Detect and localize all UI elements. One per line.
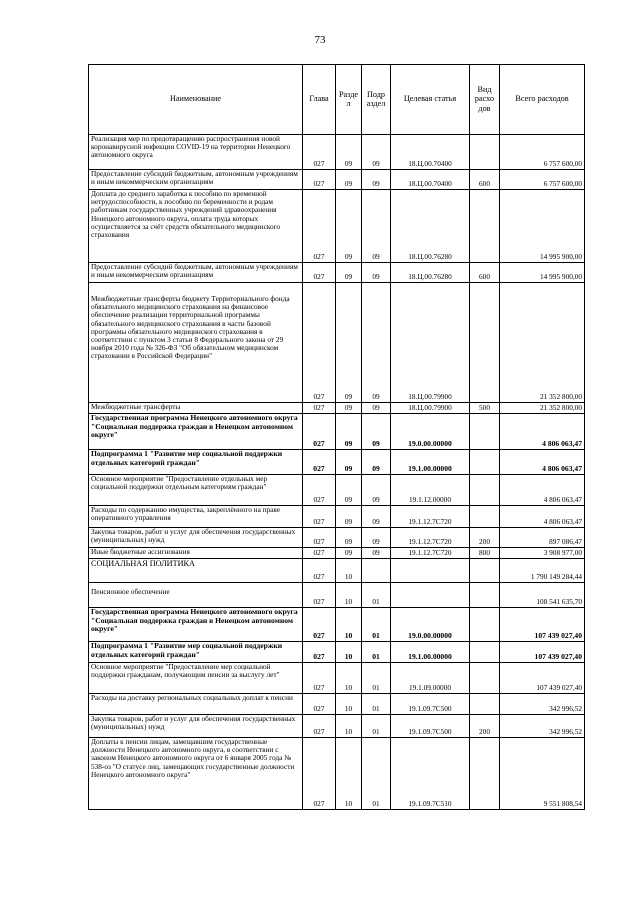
row-type: 200 <box>470 528 500 548</box>
row-chapter: 027 <box>303 283 336 403</box>
row-total: 14 995 900,00 <box>500 263 585 283</box>
row-section: 10 <box>336 663 362 694</box>
row-name: Закупка товаров, работ и услуг для обеспечения государственных (муниципальных) нужд <box>89 528 303 548</box>
table-row <box>89 450 585 475</box>
row-type <box>470 450 500 475</box>
table-row <box>89 283 585 403</box>
row-type <box>470 506 500 528</box>
page-number: 73 <box>314 34 326 46</box>
row-section: 09 <box>336 548 362 559</box>
row-chapter: 027 <box>303 583 336 608</box>
row-section: 09 <box>336 135 362 170</box>
row-target: 18.Ц.00.70400 <box>391 135 470 170</box>
row-target: 19.1.12.00000 <box>391 475 470 506</box>
row-subsection: 09 <box>362 403 391 414</box>
row-type <box>470 135 500 170</box>
row-type <box>470 475 500 506</box>
row-section: 09 <box>336 475 362 506</box>
row-target: 19.1.12.7С720 <box>391 548 470 559</box>
row-chapter: 027 <box>303 263 336 283</box>
row-section: 10 <box>336 694 362 715</box>
row-section: 10 <box>336 583 362 608</box>
row-section: 10 <box>336 715 362 738</box>
row-total: 1 790 149 284,44 <box>500 559 585 583</box>
row-target: 18.Ц.00.79900 <box>391 403 470 414</box>
row-type <box>470 190 500 263</box>
row-total: 4 806 063,47 <box>500 506 585 528</box>
row-chapter: 027 <box>303 414 336 450</box>
header-chapter: Глава <box>303 65 336 135</box>
row-subsection: 01 <box>362 715 391 738</box>
row-name: Основное мероприятие "Предоставление мер социальной поддержки гражданам, получающим пенсии за выслугу лет" <box>89 663 303 694</box>
table-row <box>89 738 585 810</box>
row-type <box>470 738 500 810</box>
row-subsection: 09 <box>362 528 391 548</box>
row-subsection: 09 <box>362 450 391 475</box>
header-target: Целевая статья <box>391 65 470 135</box>
row-subsection: 01 <box>362 694 391 715</box>
row-section: 09 <box>336 170 362 190</box>
row-target <box>391 559 470 583</box>
row-subsection: 09 <box>362 135 391 170</box>
row-chapter: 027 <box>303 190 336 263</box>
row-section: 10 <box>336 642 362 663</box>
row-type <box>470 583 500 608</box>
table-row <box>89 608 585 642</box>
row-chapter: 027 <box>303 135 336 170</box>
row-chapter: 027 <box>303 608 336 642</box>
row-name: Доплата до среднего заработка к пособию по временной нетрудоспособности, к пособию по беременности и родам работникам государственных учреждений здравоохранения Ненецкого автономного округа, оплата труда которых осуществляется за счёт средств обязательного медицинского страхования <box>89 190 303 263</box>
row-subsection: 01 <box>362 663 391 694</box>
row-total: 4 806 063,47 <box>500 450 585 475</box>
table-row <box>89 263 585 283</box>
table-row <box>89 715 585 738</box>
row-target: 18.Ц.00.76280 <box>391 263 470 283</box>
row-chapter: 027 <box>303 548 336 559</box>
table-row <box>89 170 585 190</box>
row-type: 600 <box>470 263 500 283</box>
row-total: 107 439 027,40 <box>500 642 585 663</box>
row-chapter: 027 <box>303 663 336 694</box>
row-section: 09 <box>336 263 362 283</box>
row-chapter: 027 <box>303 450 336 475</box>
row-target: 19.1.09.00000 <box>391 663 470 694</box>
row-name: Межбюджетные трансферты <box>89 403 303 414</box>
row-name: Доплаты к пенсии лицам, замещавшим государственные должности Ненецкого автономного округа, в соответствии с законом Ненецкого автономного округа от 6 января 2005 года № 538-оз "О статусе лиц, замещающих государственные должности Ненецкого автономного округа" <box>89 738 303 810</box>
table-row <box>89 135 585 170</box>
header-total: Всего расходов <box>500 65 585 135</box>
row-type <box>470 642 500 663</box>
row-chapter: 027 <box>303 715 336 738</box>
row-name: Пенсионное обеспечение <box>89 583 303 608</box>
row-subsection: 01 <box>362 642 391 663</box>
table-row <box>89 528 585 548</box>
row-total: 6 757 600,00 <box>500 170 585 190</box>
header-type: Вид расхо дов <box>470 65 500 135</box>
row-total: 3 908 977,00 <box>500 548 585 559</box>
row-total: 4 806 063,47 <box>500 475 585 506</box>
table-row <box>89 559 585 583</box>
row-total: 21 352 800,00 <box>500 283 585 403</box>
row-subsection: 01 <box>362 583 391 608</box>
table-row <box>89 506 585 528</box>
header-subsection: Подр аздел <box>362 65 391 135</box>
row-target: 19.1.12.7С720 <box>391 506 470 528</box>
row-section: 10 <box>336 559 362 583</box>
row-target: 19.1.09.7С500 <box>391 694 470 715</box>
row-type: 200 <box>470 715 500 738</box>
row-target: 19.0.00.00000 <box>391 414 470 450</box>
row-type: 800 <box>470 548 500 559</box>
row-chapter: 027 <box>303 170 336 190</box>
row-type <box>470 663 500 694</box>
row-total: 14 995 900,00 <box>500 190 585 263</box>
row-chapter: 027 <box>303 475 336 506</box>
row-subsection: 01 <box>362 738 391 810</box>
row-chapter: 027 <box>303 506 336 528</box>
row-section: 09 <box>336 528 362 548</box>
row-target: 19.1.09.7С510 <box>391 738 470 810</box>
row-chapter: 027 <box>303 738 336 810</box>
row-total: 6 757 600,00 <box>500 135 585 170</box>
row-name: СОЦИАЛЬНАЯ ПОЛИТИКА <box>89 559 303 583</box>
row-total: 107 439 027,40 <box>500 663 585 694</box>
row-chapter: 027 <box>303 403 336 414</box>
row-total: 108 541 635,70 <box>500 583 585 608</box>
row-name: Расходы по содержанию имущества, закреплённого на праве оперативного управления <box>89 506 303 528</box>
row-subsection: 09 <box>362 548 391 559</box>
row-chapter: 027 <box>303 528 336 548</box>
row-total: 897 086,47 <box>500 528 585 548</box>
row-target <box>391 583 470 608</box>
row-section: 09 <box>336 506 362 528</box>
row-subsection: 09 <box>362 263 391 283</box>
row-subsection: 09 <box>362 190 391 263</box>
row-subsection: 09 <box>362 170 391 190</box>
row-name: Подпрограмма 1 "Развитие мер социальной поддержки отдельных категорий граждан" <box>89 450 303 475</box>
row-subsection <box>362 559 391 583</box>
table-row <box>89 190 585 263</box>
table-row <box>89 475 585 506</box>
row-type <box>470 283 500 403</box>
row-name: Государственная программа Ненецкого автономного округа "Социальная поддержка граждан в Ненецком автономном округе" <box>89 414 303 450</box>
table-row <box>89 583 585 608</box>
row-chapter: 027 <box>303 694 336 715</box>
table-row <box>89 642 585 663</box>
row-section: 09 <box>336 283 362 403</box>
row-type: 500 <box>470 403 500 414</box>
table-row <box>89 548 585 559</box>
header-section: Разде л <box>336 65 362 135</box>
row-total: 21 352 800,00 <box>500 403 585 414</box>
row-type <box>470 559 500 583</box>
row-total: 9 551 808,54 <box>500 738 585 810</box>
row-section: 09 <box>336 403 362 414</box>
row-name: Закупка товаров, работ и услуг для обеспечения государственных (муниципальных) нужд <box>89 715 303 738</box>
row-target: 19.1.00.00000 <box>391 642 470 663</box>
table-row <box>89 694 585 715</box>
row-name: Государственная программа Ненецкого автономного округа "Социальная поддержка граждан в Ненецком автономном округе" <box>89 608 303 642</box>
table-row <box>89 403 585 414</box>
row-subsection: 09 <box>362 283 391 403</box>
row-type <box>470 608 500 642</box>
row-subsection: 09 <box>362 475 391 506</box>
row-section: 09 <box>336 450 362 475</box>
row-chapter: 027 <box>303 642 336 663</box>
row-subsection: 01 <box>362 608 391 642</box>
row-target: 18.Ц.00.70400 <box>391 170 470 190</box>
table-header-row <box>89 65 585 135</box>
row-type: 600 <box>470 170 500 190</box>
row-total: 342 996,52 <box>500 694 585 715</box>
row-name: Предоставление субсидий бюджетным, автономным учреждениям и иным некоммерческим организациям <box>89 170 303 190</box>
row-subsection: 09 <box>362 506 391 528</box>
row-target: 18.Ц.00.79900 <box>391 283 470 403</box>
row-subsection: 09 <box>362 414 391 450</box>
row-type <box>470 694 500 715</box>
row-name: Подпрограмма 1 "Развитие мер социальной поддержки отдельных категорий граждан" <box>89 642 303 663</box>
row-section: 10 <box>336 738 362 810</box>
header-name: Наименование <box>89 65 303 135</box>
row-name: Предоставление субсидий бюджетным, автономным учреждениям и иным некоммерческим организациям <box>89 263 303 283</box>
row-name: Реализация мер по предотвращению распространения новой коронавирусной инфекции COVID-19 на территории Ненецкого автономного округа <box>89 135 303 170</box>
row-section: 10 <box>336 608 362 642</box>
budget-table <box>88 64 585 810</box>
row-target: 19.0.00.00000 <box>391 608 470 642</box>
row-section: 09 <box>336 414 362 450</box>
row-target: 19.1.09.7С500 <box>391 715 470 738</box>
row-target: 19.1.12.7С720 <box>391 528 470 548</box>
row-name: Основное мероприятие "Предоставление отдельных мер социальной поддержки отдельным категориям граждан" <box>89 475 303 506</box>
row-name: Иные бюджетные ассигнования <box>89 548 303 559</box>
table-row <box>89 663 585 694</box>
table-row <box>89 414 585 450</box>
row-name: Расходы на доставку региональных социальных доплат к пенсии <box>89 694 303 715</box>
row-target: 18.Ц.00.76280 <box>391 190 470 263</box>
row-total: 342 996,52 <box>500 715 585 738</box>
row-total: 107 439 027,40 <box>500 608 585 642</box>
row-chapter: 027 <box>303 559 336 583</box>
row-section: 09 <box>336 190 362 263</box>
row-type <box>470 414 500 450</box>
row-name: Межбюджетные трансферты бюджету Территориального фонда обязательного медицинского страхования на финансовое обеспечение реализации территориальной программы обязательного медицинского страхования в части базовой программы обязательного медицинского страхования в соответствии с пунктом 3 статьи 8 Федерального закона от 29 ноября 2010 года № 326-ФЗ "Об обязательном медицинском страховании в Российской Федерации" <box>89 283 303 403</box>
row-total: 4 806 063,47 <box>500 414 585 450</box>
row-target: 19.1.00.00000 <box>391 450 470 475</box>
